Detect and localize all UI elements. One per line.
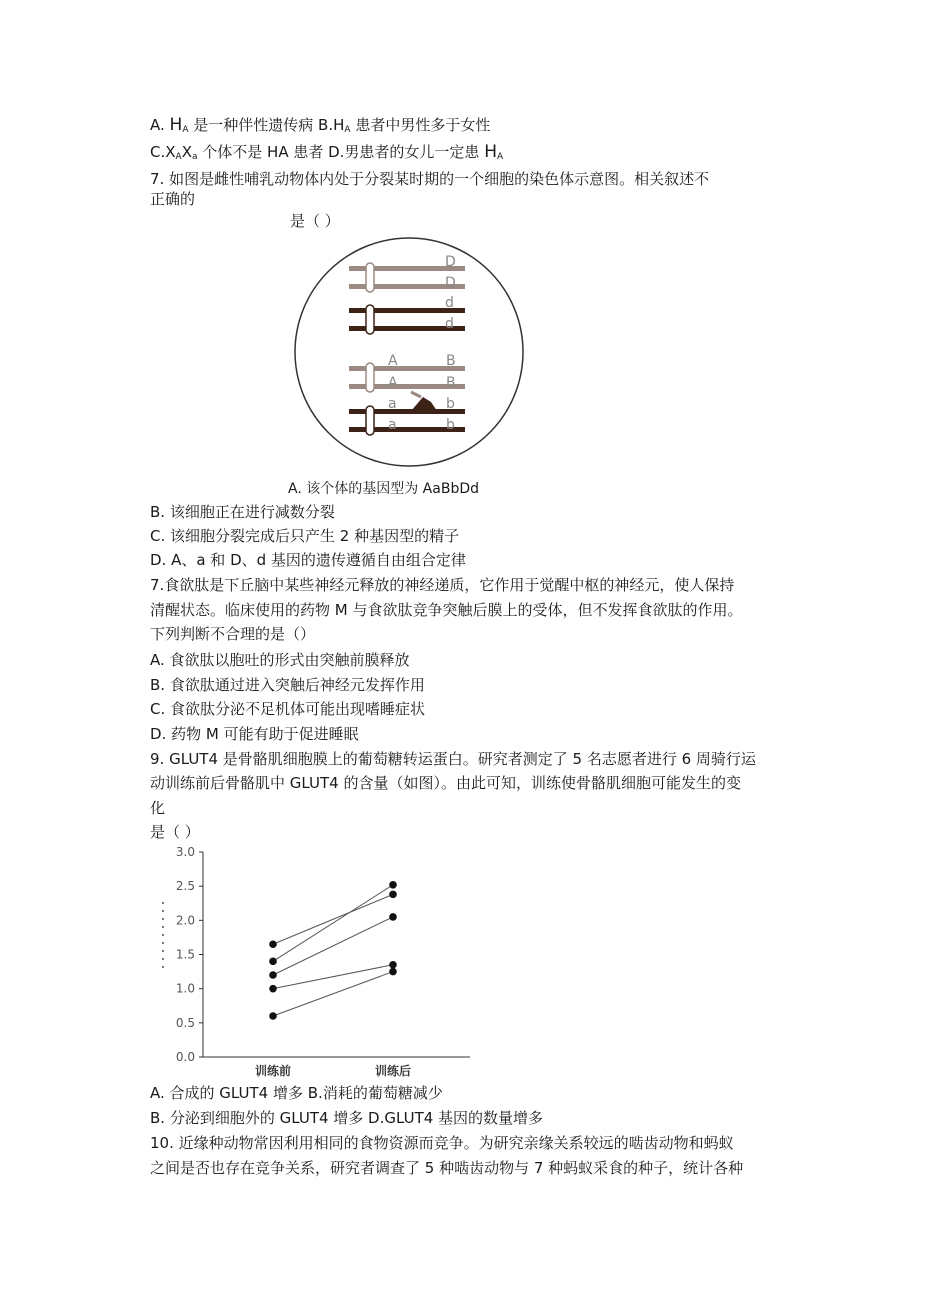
q6-options-line-2: $C.X_AX_a$ 个体不是 HA 患者 D.男患者的女儿一定患 $H_A$ bbox=[150, 142, 504, 162]
gene-label-B1: B bbox=[446, 353, 456, 369]
q7b-stem-line-1: 7.食欲肽是下丘脑中某些神经元释放的神经递质，它作用于觉醒中枢的神经元，使人保持 bbox=[150, 576, 735, 594]
series-line-3 bbox=[273, 917, 393, 975]
gene-label-D1: D bbox=[445, 254, 456, 270]
q10-stem-line-1: 10. 近缘种动物常因利用相同的食物资源而竞争。为研究亲缘关系较远的啮齿动物和蚂蚁 bbox=[150, 1134, 734, 1152]
glut4-chart bbox=[148, 842, 478, 1082]
y-tick-label: 2.0 bbox=[175, 913, 195, 928]
q9-stem-line-2: 动训练前后骨骼肌中 GLUT4 的含量（如图）。由此可知，训练使骨骼肌细胞可能发生的变 bbox=[150, 774, 741, 792]
series-line-2 bbox=[273, 885, 393, 962]
y-tick-label: 2.5 bbox=[175, 879, 195, 894]
y-tick-label: 0.0 bbox=[175, 1050, 195, 1064]
q9-stem-line-3: 化 bbox=[150, 799, 166, 817]
q9-stem-line-1: 9. GLUT4 是骨骼肌细胞膜上的葡萄糖转运蛋白。研究者测定了 5 名志愿者进行 6 周骑行运 bbox=[150, 750, 756, 768]
series-line-5 bbox=[273, 972, 393, 1016]
series-line-4 bbox=[273, 965, 393, 989]
data-point-5-after bbox=[389, 968, 397, 976]
q7b-option-a: A. 食欲肽以胞吐的形式由突触前膜释放 bbox=[150, 651, 410, 669]
data-point-3-after bbox=[389, 913, 397, 921]
data-point-5-before bbox=[269, 1012, 277, 1020]
q9-option-b: B. 分泌到细胞外的 GLUT4 增多 D.GLUT4 基因的数量增多 bbox=[150, 1109, 544, 1127]
series-line-1 bbox=[273, 894, 393, 944]
gene-label-A1: A bbox=[388, 353, 398, 369]
y-axis-ticks bbox=[176, 845, 203, 1064]
q7a-option-a: A. 该个体的基因型为 AaBbDd bbox=[288, 481, 479, 497]
data-point-1-before bbox=[269, 940, 277, 948]
q7b-option-b: B. 食欲肽通过进入突触后神经元发挥作用 bbox=[150, 676, 425, 694]
q7b-stem-line-3: 下列判断不合理的是（） bbox=[150, 625, 316, 643]
gene-label-a2: a bbox=[388, 417, 397, 433]
x-tick-label-after: 训练后 bbox=[374, 1064, 412, 1078]
x-tick-label-before: 训练前 bbox=[254, 1064, 292, 1078]
q7b-option-c: C. 食欲肽分泌不足机体可能出现嗜睡症状 bbox=[150, 700, 426, 718]
series-layer bbox=[269, 881, 397, 1020]
data-point-2-before bbox=[269, 958, 277, 966]
data-point-4-before bbox=[269, 985, 277, 993]
q7a-stem-line-2: 正确的 bbox=[150, 190, 196, 208]
q7a-stem-line-1: 7. 如图是雌性哺乳动物体内处于分裂某时期的一个细胞的染色体示意图。相关叙述不 bbox=[150, 170, 710, 188]
q7a-option-b: B. 该细胞正在进行减数分裂 bbox=[150, 503, 335, 521]
y-tick-label: 1.5 bbox=[175, 947, 195, 962]
crossover-region bbox=[411, 397, 437, 411]
y-tick-label: 1.0 bbox=[175, 981, 195, 996]
gene-label-A2: A bbox=[388, 375, 398, 391]
q10-stem-line-2: 之间是否也存在竞争关系，研究者调查了 5 种啮齿动物与 7 种蚂蚁采食的种子，统计各种 bbox=[150, 1159, 744, 1177]
q7b-stem-line-2: 清醒状态。临床使用的药物 M 与食欲肽竞争突触后膜上的受体，但不发挥食欲肽的作用。 bbox=[150, 601, 743, 619]
q7a-stem-line-3: 是（ ） bbox=[290, 212, 340, 230]
data-point-2-after bbox=[389, 881, 397, 889]
data-point-3-before bbox=[269, 971, 277, 979]
data-point-1-after bbox=[389, 891, 397, 899]
q7a-option-c: C. 该细胞分裂完成后只产生 2 种基因型的精子 bbox=[150, 527, 460, 545]
y-tick-label: 0.5 bbox=[175, 1015, 195, 1030]
gene-label-b2: b bbox=[446, 417, 455, 433]
gene-label-D2: D bbox=[445, 275, 456, 291]
cell-chromosome-diagram bbox=[293, 236, 525, 468]
gene-label-d1: d bbox=[445, 295, 454, 311]
gene-label-b1: b bbox=[446, 396, 455, 412]
q9-option-a: A. 合成的 GLUT4 增多 B.消耗的葡萄糖减少 bbox=[150, 1084, 443, 1102]
data-point-4-after bbox=[389, 961, 397, 969]
gene-label-d2: d bbox=[445, 316, 454, 332]
q7a-option-d: D. A、a 和 D、d 基因的遗传遵循自由组合定律 bbox=[150, 551, 466, 569]
q7b-option-d: D. 药物 M 可能有助于促进睡眠 bbox=[150, 725, 359, 743]
gene-label-B2: B bbox=[446, 375, 456, 391]
q6-options-line-1: A. $H_A$ 是一种伴性遗传病 $B.H_A$ 患者中男性多于女性 bbox=[150, 115, 491, 135]
y-tick-label: 3.0 bbox=[175, 845, 195, 859]
q9-stem-line-4: 是（ ） bbox=[150, 823, 200, 841]
gene-label-a1: a bbox=[388, 396, 397, 412]
